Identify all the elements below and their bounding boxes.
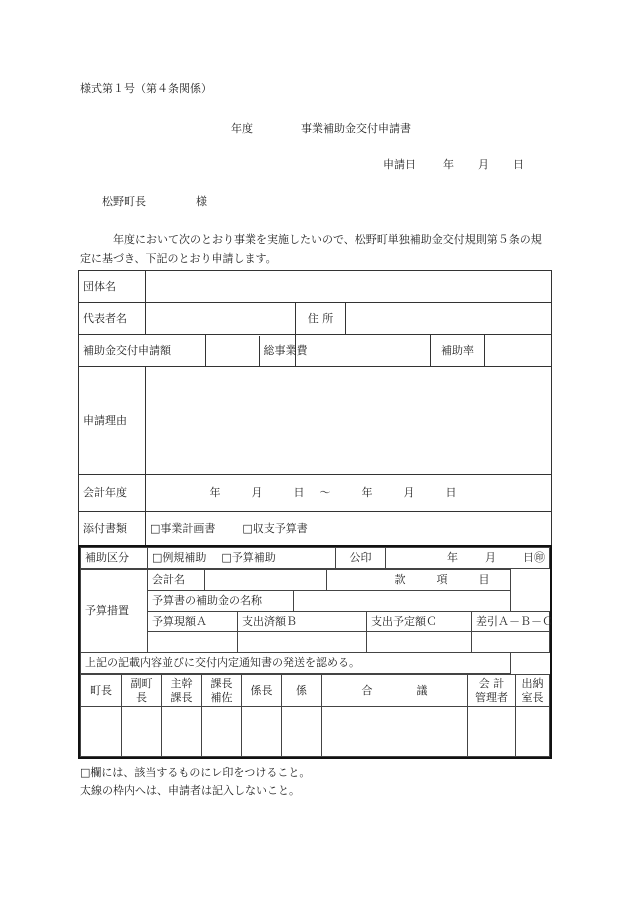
total-cost-field[interactable]	[296, 335, 431, 367]
fy-start-day: 日	[293, 486, 305, 500]
subsidy-rate-field[interactable]	[485, 335, 552, 367]
approver-stamp-cell[interactable]	[516, 707, 550, 757]
addressee-suffix: 様	[196, 195, 207, 208]
note-thick-border: 太線の枠内へは、申請者は記入しないこと。	[80, 784, 300, 797]
approver-stamp-cell[interactable]	[162, 707, 202, 757]
approval-statement: 上記の記載内容並びに交付内定通知書の発送を認める。	[81, 653, 511, 674]
reason-label: 申請理由	[79, 367, 146, 475]
application-date-label: 申請日	[383, 158, 416, 171]
difference-field[interactable]	[472, 632, 550, 653]
seal-year: 年	[447, 551, 458, 565]
budget-current-field[interactable]	[148, 632, 238, 653]
difference-label: 差引Ａ－Ｂ－Ｃ	[472, 612, 550, 632]
representative-label: 代表者名	[79, 303, 146, 335]
planned-field[interactable]	[367, 632, 472, 653]
approver-stamp-cell[interactable]	[322, 707, 468, 757]
reason-field[interactable]	[146, 367, 552, 475]
office-use-table	[78, 545, 552, 759]
title-year: 年度	[231, 122, 253, 135]
seal-day: 日㊞	[523, 551, 545, 565]
date-month-label: 月	[478, 158, 489, 171]
date-day-label: 日	[513, 158, 524, 171]
kan-label: 款	[394, 573, 406, 587]
category-budget-checkbox[interactable]: □予算補助	[221, 551, 276, 565]
seal-month: 月	[485, 551, 496, 565]
fy-end-month: 月	[403, 486, 415, 500]
fiscal-year-field[interactable]	[146, 475, 552, 512]
moku-label: 目	[478, 573, 490, 587]
approver-title: 副町 長	[122, 675, 162, 707]
address-label: 住 所	[296, 303, 346, 335]
approver-stamp-cell[interactable]	[81, 707, 122, 757]
account-name-field[interactable]	[205, 570, 327, 591]
approver-title: 係	[282, 675, 322, 707]
subsidy-amount-label: 補助金交付申請額	[79, 335, 206, 367]
group-name-label: 団体名	[79, 271, 146, 303]
approver-stamp-cell[interactable]	[202, 707, 242, 757]
category-label: 補助区分	[81, 548, 148, 569]
kou-label: 項	[436, 573, 448, 587]
approver-title: 出納 室長	[516, 675, 550, 707]
seal-label: 公印	[336, 548, 386, 569]
group-name-field[interactable]	[146, 271, 552, 303]
budget-measure-label: 予算措置	[81, 570, 148, 653]
approver-title: 会 計 管理者	[468, 675, 516, 707]
budget-item-field[interactable]	[294, 591, 511, 612]
subsidy-amount-field[interactable]	[206, 336, 259, 366]
attachment-plan-checkbox[interactable]: □事業計画書	[150, 521, 216, 535]
fy-tilde: ～	[319, 486, 331, 500]
spent-field[interactable]	[238, 632, 367, 653]
budget-item-label: 予算書の補助金の名称	[148, 591, 294, 612]
category-regulation-checkbox[interactable]: □例規補助	[152, 551, 207, 565]
approver-title: 町長	[81, 675, 122, 707]
approver-title: 合 議	[322, 675, 468, 707]
addressee: 松野町長	[102, 195, 146, 208]
address-field[interactable]	[346, 303, 552, 335]
approver-stamp-cell[interactable]	[242, 707, 282, 757]
intro-paragraph: 年度において次のとおり事業を実施したいので、松野町単独補助金交付規則第５条の規定に基づき、下記のとおり申請します。	[80, 233, 542, 265]
budget-current-label: 予算現額Ａ	[148, 612, 238, 632]
date-year-label: 年	[443, 158, 454, 171]
approver-stamp-cell[interactable]	[282, 707, 322, 757]
attachment-budget-checkbox[interactable]: □収支予算書	[242, 521, 308, 535]
approver-title: 課長 補佐	[202, 675, 242, 707]
approver-stamp-cell[interactable]	[122, 707, 162, 757]
approver-title: 主幹 課長	[162, 675, 202, 707]
spent-label: 支出済額Ｂ	[238, 612, 367, 632]
fy-start-month: 月	[251, 486, 263, 500]
planned-label: 支出予定額Ｃ	[367, 612, 472, 632]
form-number: 様式第１号（第４条関係）	[80, 82, 212, 95]
subsidy-rate-label: 補助率	[431, 335, 485, 367]
fy-end-year: 年	[361, 486, 373, 500]
form-title: 事業補助金交付申請書	[301, 122, 411, 135]
total-cost-label: 総事業費	[259, 336, 295, 366]
attachments-label: 添付書類	[79, 512, 146, 546]
representative-field[interactable]	[146, 303, 296, 335]
applicant-table	[78, 270, 552, 546]
account-name-label: 会計名	[148, 570, 205, 591]
fy-end-day: 日	[445, 486, 457, 500]
approver-stamp-cell[interactable]	[468, 707, 516, 757]
fy-start-year: 年	[209, 486, 221, 500]
note-checkbox: □欄には、該当するものにレ印をつけること。	[80, 766, 311, 779]
approver-title: 係長	[242, 675, 282, 707]
fiscal-year-label: 会計年度	[79, 475, 146, 512]
